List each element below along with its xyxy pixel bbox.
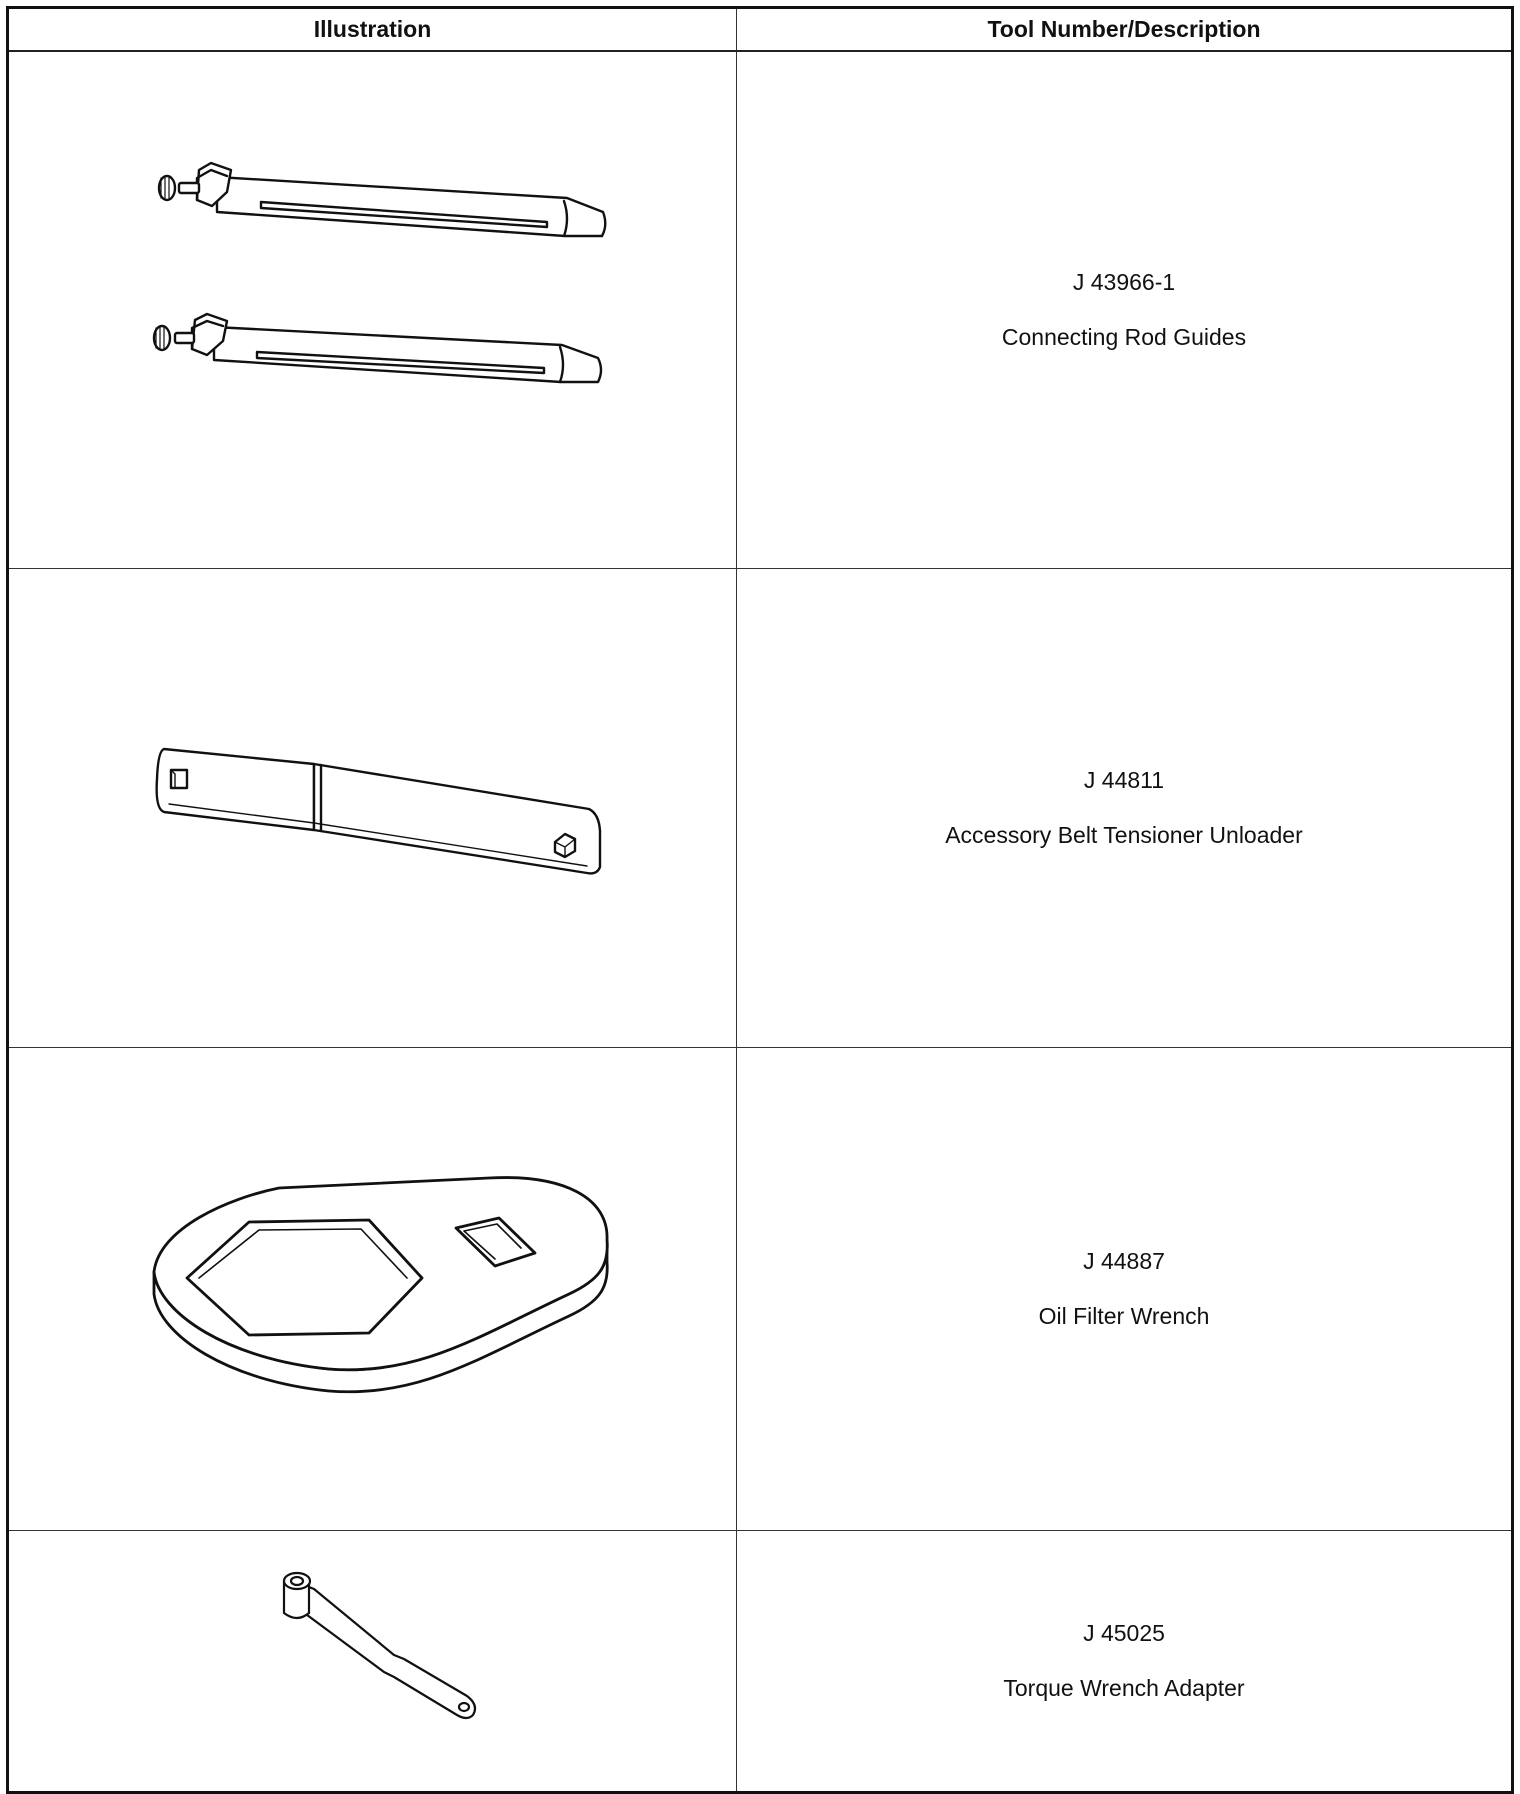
illustration-cell [8,51,737,569]
table-row [8,1048,1513,1531]
illustration-cell [8,1048,737,1531]
table-row [8,1531,1513,1793]
tool-description-cell [737,569,1513,1048]
table-row [8,51,1513,569]
tool-number: J 44887 [1083,1248,1165,1274]
special-tools-table [6,6,1514,1794]
tool-description-cell [737,51,1513,569]
table-row [8,569,1513,1048]
tool-description: Connecting Rod Guides [1001,324,1247,350]
illustration-cell [8,569,737,1048]
tool-description: Torque Wrench Adapter [1003,1675,1245,1701]
tool-number: J 44811 [1083,767,1165,793]
oil-filter-wrench-icon [9,1048,738,1530]
torque-wrench-adapter-icon [9,1531,738,1791]
header-row [8,8,1513,52]
tool-number: J 43966-1 [1072,269,1176,295]
tool-description-cell [737,1531,1513,1793]
header-tool-description: Tool Number/Description [737,8,1513,52]
tool-description: Oil Filter Wrench [1038,1303,1210,1329]
connecting-rod-guides-icon [9,52,738,568]
belt-tensioner-unloader-icon [9,569,738,1047]
tool-number: J 45025 [1083,1620,1165,1646]
tool-description-cell [737,1048,1513,1531]
tool-description: Accessory Belt Tensioner Unloader [945,822,1303,848]
header-illustration: Illustration [8,8,737,52]
illustration-cell [8,1531,737,1793]
